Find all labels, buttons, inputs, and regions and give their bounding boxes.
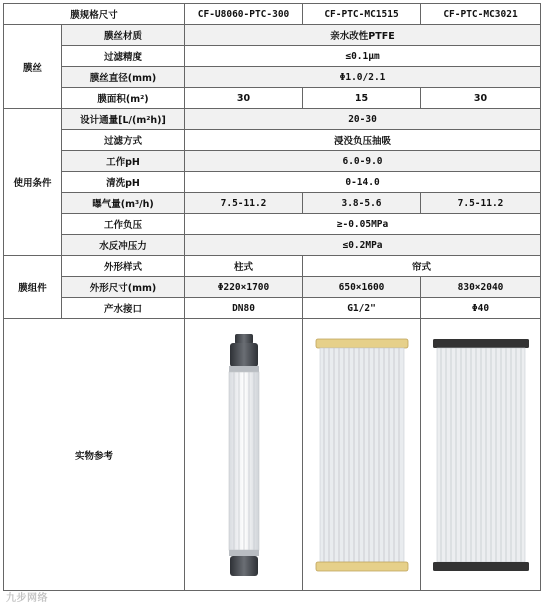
value-diameter: Φ1.0/2.1 (185, 67, 541, 88)
photo-curtain-module-dark (421, 319, 541, 591)
label-aeration: 曝气量(m³/h) (62, 193, 185, 214)
value-material: 亲水改性PTFE (185, 25, 541, 46)
value-aeration-2: 3.8-5.6 (303, 193, 421, 214)
value-outlet-3: Φ40 (421, 298, 541, 319)
group-module: 膜组件 (4, 256, 62, 319)
column-module-image (214, 332, 274, 578)
label-diameter: 膜丝直径(mm) (62, 67, 185, 88)
value-size-2: 650×1600 (303, 277, 421, 298)
value-precision: ≤0.1μm (185, 46, 541, 67)
value-area-1: 30 (185, 88, 303, 109)
value-size-3: 830×2040 (421, 277, 541, 298)
group-photo: 实物参考 (4, 319, 185, 591)
value-backwash: ≤0.2MPa (185, 235, 541, 256)
value-size-1: Φ220×1700 (185, 277, 303, 298)
model-2: CF-PTC-MC1515 (303, 4, 421, 25)
model-1: CF-U8060-PTC-300 (185, 4, 303, 25)
curtain-module-dark-image (431, 337, 531, 573)
label-flux: 设计通量[L/(m²h)] (62, 109, 185, 130)
label-pressure: 工作负压 (62, 214, 185, 235)
value-outlet-2: G1/2" (303, 298, 421, 319)
value-flux: 20-30 (185, 109, 541, 130)
label-material: 膜丝材质 (62, 25, 185, 46)
value-outlet-1: DN80 (185, 298, 303, 319)
value-aeration-1: 7.5-11.2 (185, 193, 303, 214)
photo-curtain-module-gold (303, 319, 421, 591)
label-backwash: 水反冲压力 (62, 235, 185, 256)
value-mode: 浸没负压抽吸 (185, 130, 541, 151)
value-aeration-3: 7.5-11.2 (421, 193, 541, 214)
label-precision: 过滤精度 (62, 46, 185, 67)
value-style-1: 柱式 (185, 256, 303, 277)
value-clean-ph: 0-14.0 (185, 172, 541, 193)
watermark-logo: 九步网络 (6, 593, 48, 604)
label-area: 膜面积(m²) (62, 88, 185, 109)
header-row (4, 4, 541, 25)
spec-table (3, 3, 541, 591)
group-conditions: 使用条件 (4, 109, 62, 256)
curtain-module-gold-image (314, 337, 410, 573)
value-pressure: ≥-0.05MPa (185, 214, 541, 235)
group-fiber: 膜丝 (4, 25, 62, 109)
value-area-2: 15 (303, 88, 421, 109)
value-ph: 6.0-9.0 (185, 151, 541, 172)
model-3: CF-PTC-MC3021 (421, 4, 541, 25)
spec-label: 膜规格尺寸 (4, 4, 185, 25)
label-ph: 工作pH (62, 151, 185, 172)
label-size: 外形尺寸(mm) (62, 277, 185, 298)
photo-column-module (185, 319, 303, 591)
label-outlet: 产水接口 (62, 298, 185, 319)
value-style-2: 帘式 (303, 256, 541, 277)
label-clean-ph: 清洗pH (62, 172, 185, 193)
value-area-3: 30 (421, 88, 541, 109)
label-style: 外形样式 (62, 256, 185, 277)
label-mode: 过滤方式 (62, 130, 185, 151)
